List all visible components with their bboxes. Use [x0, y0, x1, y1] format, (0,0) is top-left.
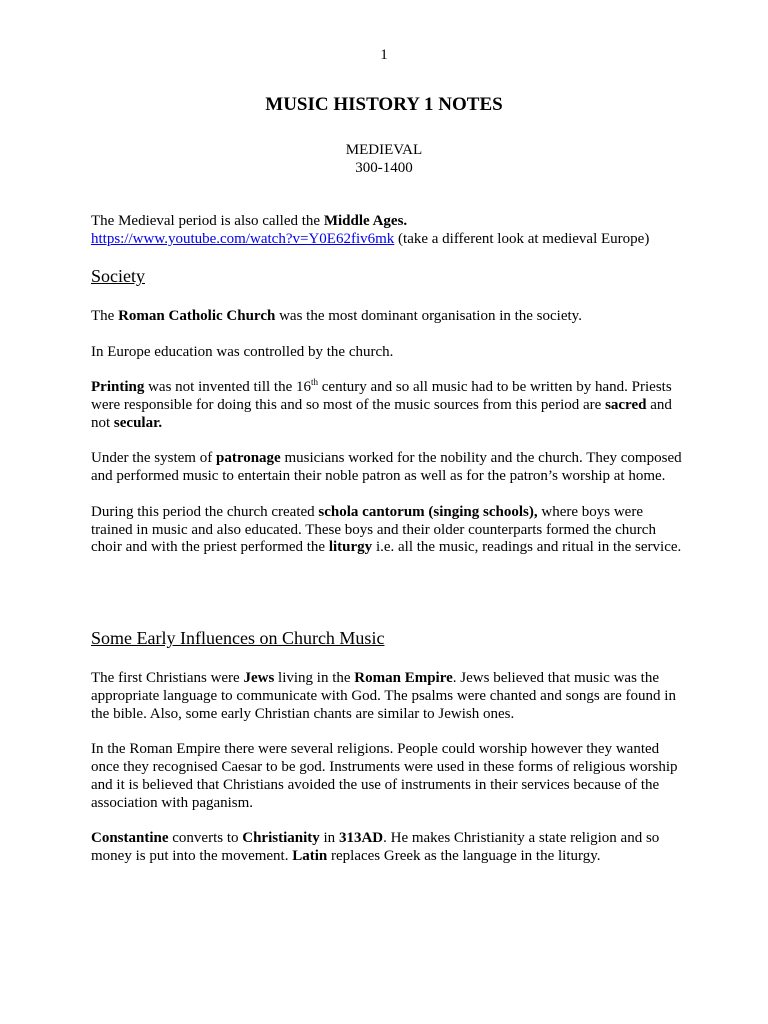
paragraph: [91, 741, 683, 812]
text-run: Under the system of: [91, 450, 216, 467]
section-heading-influences: Some Early Influences on Church Music: [91, 628, 385, 648]
paragraph: [91, 450, 683, 486]
paragraph: [91, 344, 683, 362]
youtube-link[interactable]: https://www.youtube.com/watch?v=Y0E62fiv6mk: [91, 230, 395, 247]
bold-term: Printing: [91, 379, 145, 396]
text-run: During this period the church created: [91, 503, 319, 520]
bold-term: Roman Catholic Church: [118, 308, 276, 324]
text-run: century and so all music had to be written by hand. Priests were responsible for doing this and so most of the music sources from this period are: [91, 379, 672, 413]
bold-term: Roman Empire: [354, 670, 453, 686]
paragraph: [91, 379, 683, 432]
text-run: was the most dominant organisation in the society.: [275, 308, 582, 324]
paragraph: [91, 830, 683, 866]
paragraph: [91, 670, 683, 723]
bold-term: liturgy: [328, 539, 373, 556]
text-run: converts to: [168, 830, 243, 847]
document-title: MUSIC HISTORY 1 NOTES: [265, 94, 503, 115]
bold-term: 313AD: [338, 830, 384, 847]
bold-term: schola cantorum (singing schools),: [318, 503, 538, 520]
text-run: i.e. all the music, readings and ritual in the service.: [372, 539, 682, 556]
intro-link-note: (take a different look at medieval Europe): [394, 230, 650, 247]
text-run: The: [91, 308, 119, 324]
text-run: living in the: [274, 670, 355, 686]
text-run: . Jews believed that music was the appropriate language to communicate with God. The psalms were chanted and songs are found in the bible. Also, some early Christian chants are similar to Jewish ones.: [91, 670, 676, 722]
text-run: In Europe education was controlled by the church.: [91, 343, 394, 360]
period-name: MEDIEVAL: [345, 142, 423, 158]
bold-term: Latin: [292, 847, 328, 864]
paragraph: [91, 308, 683, 326]
text-run: and not: [91, 396, 672, 431]
intro-bold: Middle Ages.: [323, 213, 408, 229]
bold-term: Jews: [243, 670, 275, 686]
bold-term: sacred: [605, 396, 647, 413]
influences-section: [91, 670, 683, 866]
period-dates: 300-1400: [355, 160, 413, 176]
text-run: where boys were trained in music and also educated. These boys and their older counterparts formed the church choir and with the priest performed the: [91, 503, 656, 556]
bold-term: Christianity: [242, 830, 320, 847]
society-section: [91, 308, 683, 557]
text-run: The first Christians were: [91, 670, 244, 686]
paragraph: [91, 504, 683, 557]
bold-term: patronage: [215, 450, 281, 467]
bold-term: Constantine: [91, 830, 169, 847]
superscript: th: [310, 377, 318, 388]
text-run: In the Roman Empire there were several religions. People could worship however they wanted once they recognised Caesar to be god. Instruments were used in these forms of religious worship and it is believed that Christians avoided the use of instruments in their services because of the association with paganism.: [91, 741, 678, 811]
text-run: . He makes Christianity a state religion and so money is put into the movement.: [91, 830, 660, 864]
text-run: in: [319, 830, 339, 847]
intro-text: The Medieval period is also called the: [91, 213, 324, 229]
page-number: 1: [380, 47, 388, 63]
text-run: musicians worked for the nobility and the church. They composed and performed music to entertain their noble patron as well as for the patron’s worship at home.: [91, 450, 682, 485]
intro-paragraph: [91, 213, 683, 249]
section-heading-society: Society: [91, 266, 145, 286]
text-run: was not invented till the 16: [144, 379, 311, 396]
bold-term: secular.: [113, 414, 163, 431]
period-block: [0, 141, 768, 177]
text-run: replaces Greek as the language in the liturgy.: [327, 847, 601, 864]
